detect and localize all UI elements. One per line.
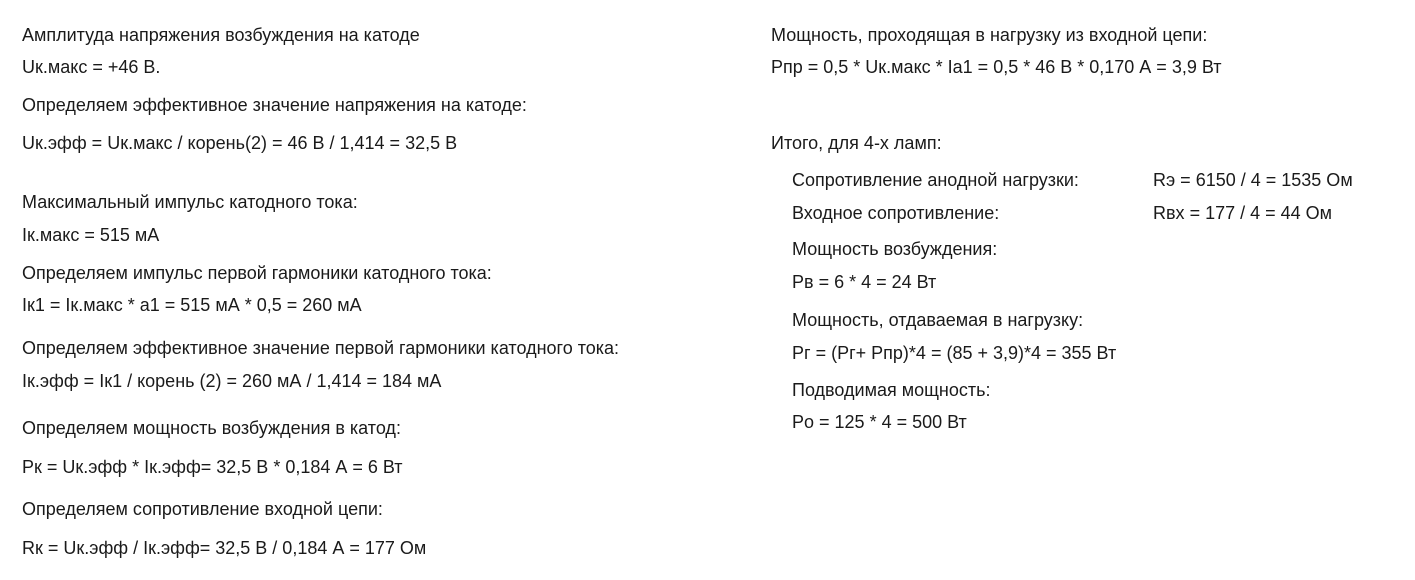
input-resistance-total-value: Rвх = 177 / 4 = 44 Ом (1153, 203, 1333, 223)
cathode-drive-amplitude-heading: Амплитуда напряжения возбуждения на катоде (22, 25, 420, 45)
drive-power-heading: Мощность возбуждения: (792, 239, 998, 259)
pass-through-power-heading: Мощность, проходящая в нагрузку из входной цепи: (771, 25, 1208, 45)
anode-load-resistance-value: Rэ = 6150 / 4 = 1535 Ом (1153, 170, 1353, 190)
pass-through-power-formula: Pпр = 0,5 * Uк.макс * Iа1 = 0,5 * 46 В * 0,170 А = 3,9 Вт (771, 57, 1222, 77)
anode-load-resistance-label: Сопротивление анодной нагрузки: (792, 170, 1079, 190)
cathode-voltage-max-formula: Uк.макс = +46 В. (22, 57, 161, 77)
drive-power-formula: Pв = 6 * 4 = 24 Вт (792, 272, 937, 292)
cathode-drive-power-heading: Определяем мощность возбуждения в катод: (22, 418, 401, 438)
first-harmonic-rms-formula: Iк.эфф = Iк1 / корень (2) = 260 мА / 1,414 = 184 мА (22, 371, 442, 391)
cathode-current-max-heading: Максимальный импульс катодного тока: (22, 192, 358, 212)
cathode-voltage-rms-heading: Определяем эффективное значение напряжения на катоде: (22, 95, 527, 115)
input-resistance-heading: Определяем сопротивление входной цепи: (22, 499, 383, 519)
supply-power-heading: Подводимая мощность: (792, 380, 991, 400)
output-power-heading: Мощность, отдаваемая в нагрузку: (792, 310, 1084, 330)
input-resistance-total-label: Входное сопротивление: (792, 203, 1000, 223)
cathode-current-max-formula: Iк.макс = 515 мА (22, 225, 160, 245)
input-resistance-formula: Rк = Uк.эфф / Iк.эфф= 32,5 В / 0,184 А = 177 Ом (22, 538, 427, 558)
supply-power-formula: Pо = 125 * 4 = 500 Вт (792, 412, 967, 432)
first-harmonic-pulse-heading: Определяем импульс первой гармоники катодного тока: (22, 263, 492, 283)
first-harmonic-rms-heading: Определяем эффективное значение первой гармоники катодного тока: (22, 338, 620, 358)
first-harmonic-pulse-formula: Iк1 = Iк.макс * а1 = 515 мА * 0,5 = 260 мА (22, 295, 362, 315)
total-four-tubes-heading: Итого, для 4-х ламп: (771, 133, 942, 153)
output-power-formula: Pг = (Pг+ Pпр)*4 = (85 + 3,9)*4 = 355 Вт (792, 343, 1117, 363)
cathode-voltage-rms-formula: Uк.эфф = Uк.макс / корень(2) = 46 В / 1,414 = 32,5 В (22, 133, 458, 153)
cathode-drive-power-formula: Pк = Uк.эфф * Iк.эфф= 32,5 В * 0,184 А = 6 Вт (22, 457, 403, 477)
